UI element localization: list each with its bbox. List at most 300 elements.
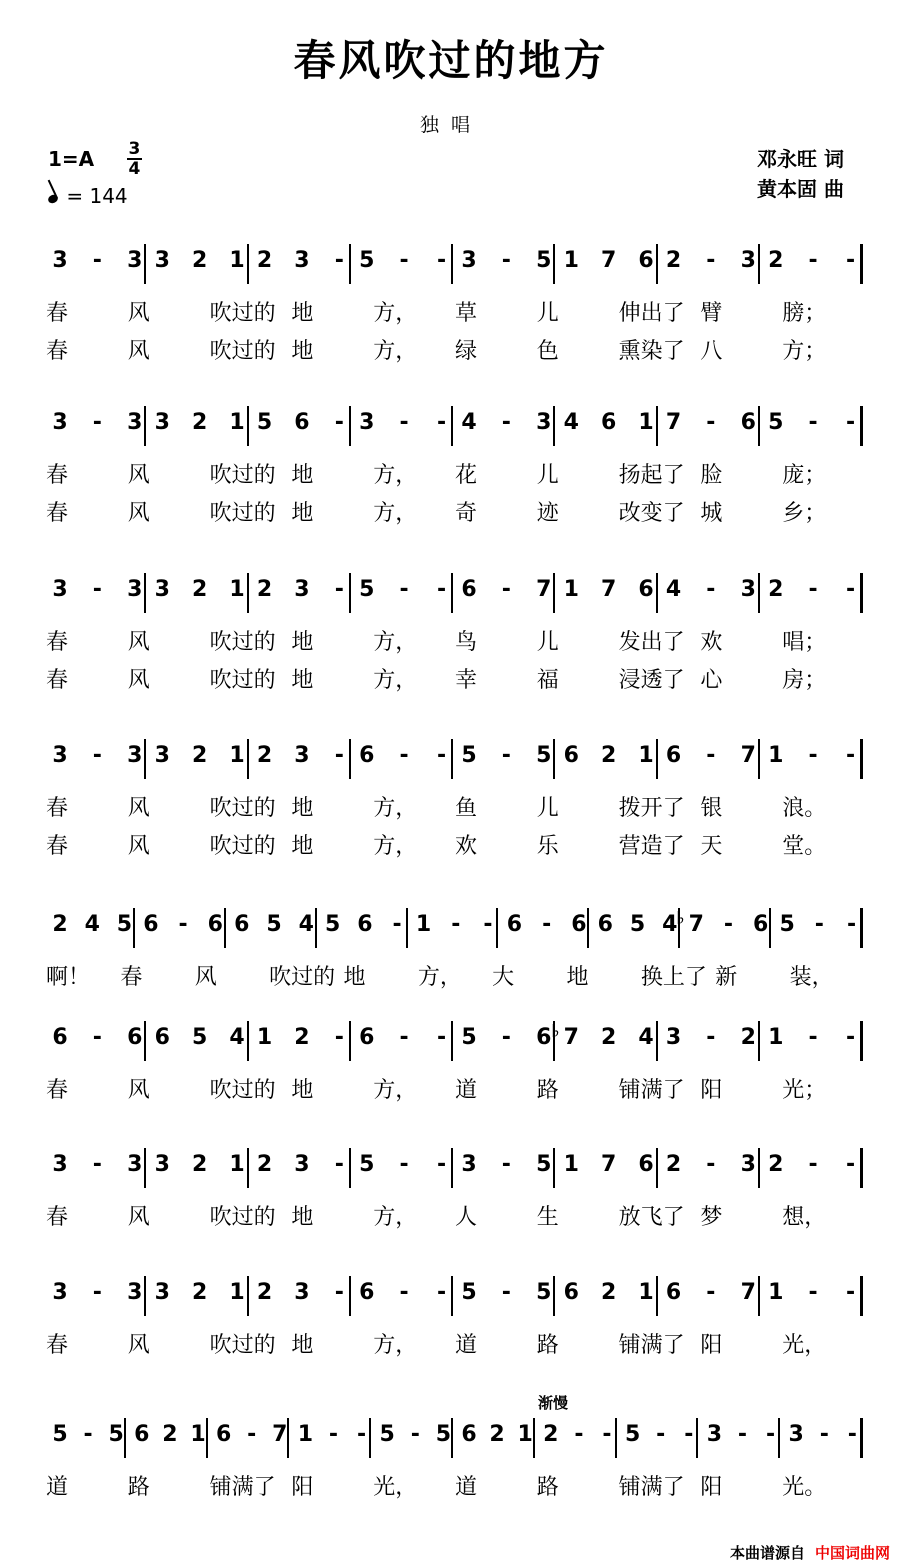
barline bbox=[369, 1418, 371, 1458]
note: 3 bbox=[294, 1280, 310, 1305]
barline bbox=[144, 573, 146, 613]
barline bbox=[349, 244, 351, 284]
notes-row bbox=[46, 1270, 868, 1324]
note: - bbox=[357, 1422, 367, 1447]
lyric-word: 幸 bbox=[455, 668, 478, 693]
note: 5 bbox=[536, 1152, 552, 1177]
notes-row bbox=[46, 733, 868, 787]
barline bbox=[247, 739, 249, 779]
note: 3 bbox=[52, 1280, 68, 1305]
barline bbox=[287, 1418, 289, 1458]
lyric-word: 方， bbox=[417, 965, 462, 990]
note: 1 bbox=[297, 1422, 314, 1447]
note: 6 bbox=[665, 743, 682, 768]
lyric-word: 吹过的 bbox=[209, 1205, 276, 1230]
lyric-word: 福 bbox=[536, 668, 559, 693]
note: - bbox=[808, 577, 818, 602]
lyric-word: 大 bbox=[492, 965, 515, 990]
note: 1 bbox=[768, 1025, 784, 1050]
note: - bbox=[574, 1422, 584, 1447]
note: 6 bbox=[597, 912, 613, 937]
note: 2 bbox=[191, 743, 208, 768]
lyric-word: 春 bbox=[46, 339, 69, 364]
note: 2 bbox=[740, 1025, 756, 1050]
lyric-word: 铺满了 bbox=[209, 1475, 276, 1500]
note: - bbox=[399, 248, 409, 273]
note: 3 bbox=[127, 1280, 143, 1305]
lyric-line bbox=[46, 292, 868, 330]
note: 5 bbox=[461, 1280, 477, 1305]
lyric-word: 吹过的 bbox=[269, 965, 336, 990]
lyric-word: 路 bbox=[127, 1475, 150, 1500]
note: - bbox=[334, 1280, 344, 1305]
note: 4 bbox=[229, 1025, 245, 1050]
score-system bbox=[46, 400, 868, 530]
barline bbox=[451, 1148, 453, 1188]
note: - bbox=[334, 1152, 344, 1177]
note: - bbox=[334, 743, 344, 768]
barline bbox=[451, 1021, 453, 1061]
lyric-word: 地 bbox=[343, 965, 366, 990]
lyric-word: 春 bbox=[46, 630, 69, 655]
note: 6 bbox=[359, 743, 375, 768]
barline bbox=[247, 1276, 249, 1316]
note: 7 bbox=[600, 248, 617, 273]
note: - bbox=[92, 743, 102, 768]
note: - bbox=[399, 1025, 409, 1050]
note: 2 bbox=[489, 1422, 505, 1447]
note: - bbox=[808, 743, 818, 768]
lyric-word: 草 bbox=[455, 301, 478, 326]
note: 1 bbox=[638, 410, 654, 435]
lyric-word: 风 bbox=[127, 1333, 150, 1358]
barline bbox=[133, 908, 135, 948]
barline bbox=[144, 244, 146, 284]
note: - bbox=[808, 1152, 818, 1177]
note: 1 bbox=[563, 248, 579, 273]
note: 7 bbox=[600, 577, 617, 602]
lyric-word: 阳 bbox=[700, 1333, 723, 1358]
barline bbox=[533, 1418, 535, 1458]
lyric-line bbox=[46, 330, 868, 368]
note: 7 bbox=[740, 1280, 756, 1305]
note: - bbox=[845, 410, 856, 435]
score-system bbox=[46, 1015, 868, 1107]
note: - bbox=[845, 1152, 856, 1177]
note: 3 bbox=[154, 248, 170, 273]
lyric-word: 铺满了 bbox=[618, 1333, 685, 1358]
note: - bbox=[436, 248, 447, 273]
note: - bbox=[247, 1422, 257, 1447]
barline bbox=[349, 1021, 351, 1061]
note: 7 ♭ bbox=[676, 908, 704, 937]
lyric-word: 春 bbox=[46, 1078, 69, 1103]
note: - bbox=[436, 743, 447, 768]
barline bbox=[758, 1148, 760, 1188]
note: 7 bbox=[536, 577, 552, 602]
lyric-word: 阳 bbox=[700, 1078, 723, 1103]
barline bbox=[496, 908, 498, 948]
barline bbox=[206, 1418, 208, 1458]
lyric-word: 道 bbox=[455, 1333, 478, 1358]
note: 6 bbox=[215, 1422, 232, 1447]
barline bbox=[451, 573, 453, 613]
lyric-word: 脸 bbox=[700, 463, 723, 488]
quarter-note-icon bbox=[47, 193, 59, 204]
note: - bbox=[808, 1025, 818, 1050]
lyric-word: 地 bbox=[291, 501, 314, 526]
note: 3 bbox=[461, 248, 477, 273]
note: 1 bbox=[563, 1152, 579, 1177]
note: - bbox=[436, 1280, 447, 1305]
key-signature: 1=A bbox=[48, 147, 95, 171]
note: 5 bbox=[779, 912, 795, 937]
lyric-word: 方， bbox=[373, 463, 418, 488]
barline bbox=[349, 1276, 351, 1316]
lyricist-credit: 邓永旺 词 bbox=[757, 147, 844, 171]
note: 5 bbox=[461, 743, 477, 768]
lyric-word: 路 bbox=[536, 1333, 559, 1358]
note: - bbox=[328, 1422, 339, 1447]
note: 2 bbox=[543, 1422, 559, 1447]
note: 2 bbox=[256, 1152, 273, 1177]
lyric-word: 膀； bbox=[782, 301, 827, 326]
lyric-word: 铺满了 bbox=[618, 1475, 685, 1500]
note: 7 bbox=[740, 743, 756, 768]
tempo-value: = 144 bbox=[66, 184, 128, 208]
note: 5 bbox=[461, 1025, 477, 1050]
note: 5 bbox=[768, 410, 784, 435]
note: 2 bbox=[768, 577, 784, 602]
note: 4 bbox=[638, 1025, 654, 1050]
note: 1 bbox=[768, 743, 784, 768]
lyric-word: 乡； bbox=[782, 501, 827, 526]
barline bbox=[247, 244, 249, 284]
final-barline bbox=[860, 1276, 863, 1316]
note: 6 bbox=[571, 912, 587, 937]
lyric-word: 铺满了 bbox=[618, 1078, 685, 1103]
lyric-word: 庞； bbox=[782, 463, 827, 488]
note: - bbox=[436, 1025, 447, 1050]
lyric-word: 春 bbox=[46, 1205, 69, 1230]
note: - bbox=[706, 410, 716, 435]
lyric-word: 方， bbox=[373, 1333, 418, 1358]
note: - bbox=[737, 1422, 748, 1447]
note: - bbox=[178, 912, 188, 937]
lyric-word: 光。 bbox=[782, 1475, 827, 1500]
note: - bbox=[501, 577, 511, 602]
note: 1 bbox=[638, 743, 654, 768]
note: 5 bbox=[379, 1422, 395, 1447]
note: 3 bbox=[536, 410, 552, 435]
note: - bbox=[399, 1280, 409, 1305]
notes-row bbox=[46, 400, 868, 454]
lyric-word: 浸透了 bbox=[618, 668, 685, 693]
barline bbox=[553, 244, 555, 284]
lyric-line bbox=[46, 956, 868, 994]
note: 3 bbox=[154, 577, 170, 602]
note: - bbox=[845, 248, 856, 273]
lyric-word: 春 bbox=[46, 668, 69, 693]
note: 6 bbox=[207, 912, 223, 937]
note: 4 bbox=[665, 577, 682, 602]
note: 6 bbox=[127, 1025, 143, 1050]
note: 6 bbox=[638, 248, 654, 273]
barline bbox=[247, 1021, 249, 1061]
note: 3 bbox=[154, 1280, 170, 1305]
score-system bbox=[46, 1412, 868, 1504]
note: 6 bbox=[134, 1422, 150, 1447]
final-barline bbox=[860, 406, 863, 446]
barline bbox=[656, 1148, 658, 1188]
note: 5 bbox=[536, 248, 552, 273]
flat-icon: ♭ bbox=[676, 908, 685, 929]
barline bbox=[247, 1148, 249, 1188]
final-barline bbox=[860, 1148, 863, 1188]
lyric-word: 地 bbox=[566, 965, 589, 990]
lyric-word: 吹过的 bbox=[209, 301, 276, 326]
final-barline bbox=[860, 573, 863, 613]
note: 3 bbox=[294, 577, 310, 602]
note: - bbox=[845, 577, 856, 602]
lyric-word: 吹过的 bbox=[209, 1333, 276, 1358]
note: 4 bbox=[461, 410, 477, 435]
lyric-word: 梦 bbox=[700, 1205, 723, 1230]
lyric-word: 吹过的 bbox=[209, 501, 276, 526]
tempo-marking bbox=[48, 184, 142, 208]
note: 6 bbox=[753, 912, 769, 937]
lyric-word: 迹 bbox=[536, 501, 559, 526]
lyric-word: 吹过的 bbox=[209, 668, 276, 693]
note: - bbox=[723, 912, 733, 937]
note: 5 bbox=[266, 912, 282, 937]
barline bbox=[553, 1276, 555, 1316]
final-barline bbox=[860, 1021, 863, 1061]
note: 6 bbox=[638, 1152, 654, 1177]
lyric-word: 装， bbox=[789, 965, 834, 990]
note: 6 bbox=[600, 410, 617, 435]
lyric-word: 光； bbox=[782, 1078, 827, 1103]
lyric-line bbox=[46, 621, 868, 659]
lyric-word: 熏染了 bbox=[618, 339, 685, 364]
lyric-word: 春 bbox=[46, 501, 69, 526]
lyric-word: 道 bbox=[455, 1078, 478, 1103]
lyric-word: 阳 bbox=[700, 1475, 723, 1500]
note: 6 bbox=[52, 1025, 68, 1050]
lyric-word: 方， bbox=[373, 834, 418, 859]
note: 4 bbox=[563, 410, 579, 435]
lyric-word: 风 bbox=[127, 1205, 150, 1230]
note: - bbox=[399, 577, 409, 602]
lyric-line bbox=[46, 454, 868, 492]
note: 2 bbox=[665, 248, 682, 273]
time-signature-bottom: 4 bbox=[128, 159, 141, 179]
note: 6 bbox=[359, 1280, 375, 1305]
lyric-word: 风 bbox=[127, 668, 150, 693]
lyric-line bbox=[46, 492, 868, 530]
lyric-word: 春 bbox=[46, 301, 69, 326]
lyric-word: 欢 bbox=[455, 834, 478, 859]
notes-row bbox=[46, 1412, 868, 1466]
note: 3 bbox=[52, 248, 68, 273]
key-and-tempo bbox=[48, 140, 142, 208]
note: - bbox=[334, 577, 344, 602]
note: 1 bbox=[563, 577, 579, 602]
barline bbox=[247, 406, 249, 446]
barline bbox=[451, 1276, 453, 1316]
lyric-word: 地 bbox=[291, 1333, 314, 1358]
lyric-word: 春 bbox=[46, 463, 69, 488]
lyric-word: 光， bbox=[782, 1333, 827, 1358]
note: 2 bbox=[600, 743, 617, 768]
lyric-line bbox=[46, 659, 868, 697]
notes-row bbox=[46, 1015, 868, 1069]
lyric-word: 拨开了 bbox=[618, 796, 685, 821]
lyric-word: 新 bbox=[715, 965, 738, 990]
lyric-word: 堂。 bbox=[782, 834, 827, 859]
lyric-word: 地 bbox=[291, 668, 314, 693]
note: 7 bbox=[665, 410, 682, 435]
final-barline bbox=[860, 739, 863, 779]
note: 3 bbox=[127, 577, 143, 602]
note: 6 bbox=[461, 1422, 477, 1447]
time-signature-top: 3 bbox=[128, 139, 141, 159]
note: 2 bbox=[768, 248, 784, 273]
note: 6 bbox=[294, 410, 310, 435]
lyric-word: 发出了 bbox=[618, 630, 685, 655]
note: 5 bbox=[52, 1422, 68, 1447]
note: 3 bbox=[52, 577, 68, 602]
note: - bbox=[684, 1422, 694, 1447]
note: 1 bbox=[768, 1280, 784, 1305]
credits bbox=[757, 144, 844, 204]
lyric-word: 欢 bbox=[700, 630, 723, 655]
barline bbox=[553, 1148, 555, 1188]
lyric-line bbox=[46, 1196, 868, 1234]
note: - bbox=[706, 743, 716, 768]
barline bbox=[451, 739, 453, 779]
lyric-word: 风 bbox=[194, 965, 217, 990]
song-title: 春风吹过的地方 bbox=[293, 36, 609, 85]
note: - bbox=[845, 1025, 856, 1050]
lyric-word: 方， bbox=[373, 630, 418, 655]
lyric-word: 方， bbox=[373, 1078, 418, 1103]
note: - bbox=[706, 248, 716, 273]
note: 6 bbox=[143, 912, 159, 937]
lyric-line bbox=[46, 1069, 868, 1107]
lyric-word: 地 bbox=[291, 834, 314, 859]
note: 5 bbox=[536, 743, 552, 768]
note: 3 bbox=[52, 1152, 68, 1177]
barline bbox=[769, 908, 771, 948]
note: - bbox=[845, 1280, 856, 1305]
barline bbox=[758, 1276, 760, 1316]
note: 6 bbox=[359, 1025, 375, 1050]
lyric-word: 地 bbox=[291, 796, 314, 821]
lyric-word: 风 bbox=[127, 463, 150, 488]
barline bbox=[124, 1418, 126, 1458]
performance-type: 独唱 bbox=[419, 114, 482, 136]
barline bbox=[778, 1418, 780, 1458]
lyric-word: 春 bbox=[120, 965, 143, 990]
note: - bbox=[501, 743, 511, 768]
lyric-word: 风 bbox=[127, 1078, 150, 1103]
note: - bbox=[334, 1025, 344, 1050]
lyric-line bbox=[46, 787, 868, 825]
note: - bbox=[436, 577, 447, 602]
note: 2 bbox=[162, 1422, 178, 1447]
barline bbox=[758, 244, 760, 284]
source-label: 本曲谱源自 bbox=[729, 1544, 805, 1562]
lyric-line bbox=[46, 1324, 868, 1362]
note: 2 bbox=[52, 912, 68, 937]
barline bbox=[349, 406, 351, 446]
note: 3 bbox=[52, 410, 68, 435]
note: 5 bbox=[629, 912, 646, 937]
lyric-word: 唱； bbox=[782, 630, 827, 655]
lyric-word: 吹过的 bbox=[209, 834, 276, 859]
note: 6 bbox=[740, 410, 756, 435]
note: - bbox=[83, 1422, 93, 1447]
barline bbox=[615, 1418, 617, 1458]
source-brand: 中国词曲网 bbox=[814, 1544, 890, 1562]
lyric-word: 方； bbox=[782, 339, 827, 364]
lyric-word: 奇 bbox=[455, 501, 478, 526]
lyric-word: 春 bbox=[46, 1333, 69, 1358]
note: - bbox=[814, 912, 824, 937]
barline bbox=[144, 406, 146, 446]
score-system bbox=[46, 567, 868, 697]
lyric-word: 房； bbox=[782, 668, 827, 693]
note: 1 bbox=[229, 410, 245, 435]
barline bbox=[144, 1148, 146, 1188]
notes-row bbox=[46, 238, 868, 292]
note: 3 bbox=[461, 1152, 477, 1177]
note: 3 bbox=[127, 1152, 143, 1177]
flat-icon: ♭ bbox=[551, 1021, 560, 1042]
note: - bbox=[399, 410, 409, 435]
note: - bbox=[501, 248, 511, 273]
barline bbox=[349, 739, 351, 779]
lyric-word: 风 bbox=[127, 501, 150, 526]
note: 6 bbox=[638, 577, 654, 602]
note: - bbox=[766, 1422, 776, 1447]
tempo-change-marking: 渐慢 bbox=[538, 1394, 569, 1412]
lyric-word: 臂 bbox=[700, 301, 723, 326]
note: - bbox=[819, 1422, 829, 1447]
note: 3 bbox=[740, 577, 756, 602]
note: - bbox=[656, 1422, 666, 1447]
note: - bbox=[501, 1280, 511, 1305]
lyric-line bbox=[46, 825, 868, 863]
note: - bbox=[706, 1152, 716, 1177]
note: - bbox=[602, 1422, 612, 1447]
note: - bbox=[808, 1280, 818, 1305]
lyric-word: 吹过的 bbox=[209, 339, 276, 364]
lyric-word: 人 bbox=[455, 1205, 478, 1230]
barline bbox=[315, 908, 317, 948]
lyric-word: 方， bbox=[373, 501, 418, 526]
notes-row bbox=[46, 567, 868, 621]
barline bbox=[758, 406, 760, 446]
lyric-word: 心 bbox=[700, 668, 723, 693]
lyric-word: 儿 bbox=[536, 463, 559, 488]
lyric-word: 绿 bbox=[455, 339, 478, 364]
note: 2 bbox=[191, 577, 208, 602]
lyric-word: 想， bbox=[782, 1205, 827, 1230]
time-signature bbox=[127, 140, 143, 178]
note: 2 bbox=[191, 410, 208, 435]
